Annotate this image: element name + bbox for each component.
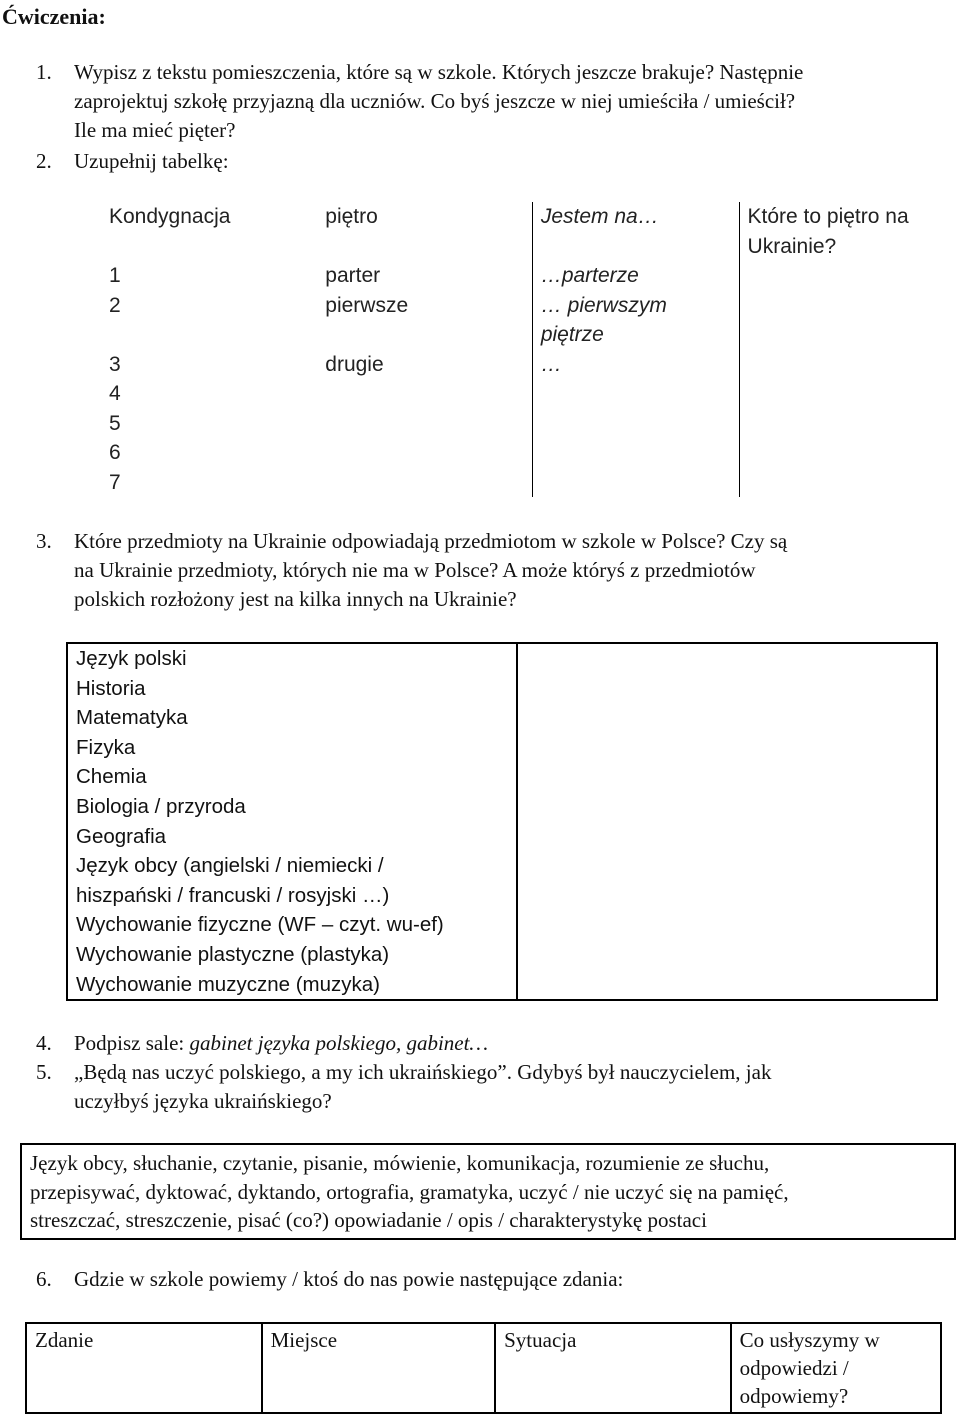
spacer-cell [317, 237, 532, 261]
table-row [101, 379, 941, 409]
subject-item: Wychowanie fizyczne (WF – czyt. wu-ef) [76, 913, 444, 937]
ukraine-subjects-cell [517, 643, 937, 1000]
header-line: odpowiemy? [739, 1384, 849, 1408]
sentences-table [25, 1322, 942, 1414]
polish-subjects-cell [67, 643, 517, 1000]
floor-cell: pierwsze [317, 291, 532, 350]
task-text [74, 1029, 488, 1059]
task-number: 3. [36, 529, 52, 553]
task-number: 1. [36, 60, 52, 84]
vocab-line: przepisywać, dyktować, dyktando, ortografia, gramatyka, uczyć / nie uczyć się na pamięć, [30, 1179, 789, 1204]
spacer-cell [101, 237, 317, 261]
header-cell: Sytuacja [495, 1323, 731, 1413]
level-cell: 7 [109, 470, 121, 494]
header-cell [739, 202, 941, 261]
jestem-line: piętrze [540, 323, 604, 346]
jestem-line: … pierwszym [540, 293, 667, 317]
header-line: odpowiedzi / [739, 1356, 849, 1380]
page-heading: Ćwiczenia: [2, 4, 106, 29]
ukraine-cell [739, 261, 941, 291]
level-cell: 1 [109, 264, 121, 287]
task-line: Wypisz z tekstu pomieszczenia, które są w szkole. Których jeszcze brakuje? Następnie [74, 60, 804, 84]
task-number: 4. [36, 1031, 52, 1055]
subject-item: Geografia [76, 824, 167, 848]
floor-cell: drugie [317, 350, 532, 380]
subject-item: hiszpański / francuski / rosyjski …) [76, 883, 390, 907]
header-cell: Kondygnacja [109, 205, 231, 228]
subject-item: Historia [76, 676, 146, 700]
subject-item: Chemia [76, 765, 147, 789]
vocabulary-box [20, 1143, 956, 1240]
task-line: polskich rozłożony jest na kilka innych na Ukrainie? [74, 587, 517, 611]
table-row [101, 409, 941, 439]
jestem-cell: … [532, 350, 739, 380]
task-number: 2. [36, 149, 52, 173]
ukraine-cell [739, 468, 941, 498]
task-line: zaprojektuj szkołę przyjazną dla uczniów. Co byś jeszcze w niej umieściła / umieścił? [74, 89, 796, 113]
jestem-cell [532, 468, 739, 498]
header-line: Które to piętro na [747, 205, 909, 228]
header-cell: piętro [317, 202, 532, 237]
subject-item: Matematyka [76, 706, 188, 730]
floor-cell [317, 438, 532, 468]
level-cell: 2 [109, 293, 121, 317]
ukraine-cell [739, 291, 941, 350]
level-cell: 4 [109, 382, 121, 405]
jestem-cell [532, 379, 739, 409]
header-line: Ukrainie? [747, 234, 837, 258]
task-number: 5. [36, 1060, 52, 1084]
subject-item: Język polski [76, 647, 187, 670]
subject-item: Język obcy (angielski / niemiecki / [76, 854, 384, 878]
task-line: na Ukrainie przedmioty, których nie ma w Polsce? A może któryś z przedmiotów [74, 558, 756, 582]
table-row [101, 468, 941, 498]
header-cell: Miejsce [262, 1323, 496, 1413]
floors-table [101, 202, 941, 497]
vocab-line: streszczać, streszczenie, pisać (co?) opowiadanie / opis / charakterystykę postaci [30, 1208, 707, 1232]
table-header-row [101, 202, 941, 237]
task-line: uczyłbyś języka ukraińskiego? [74, 1089, 332, 1113]
header-cell: Jestem na… [532, 202, 739, 237]
task-text-italic: gabinet języka polskiego, gabinet… [189, 1031, 489, 1055]
task-line: Ile ma mieć pięter? [74, 118, 236, 142]
ukraine-cell [739, 350, 941, 380]
jestem-cell: …parterze [532, 261, 739, 291]
jestem-cell [532, 291, 739, 350]
subjects-table [66, 642, 938, 1001]
floor-cell: parter [317, 261, 532, 291]
task-number: 6. [36, 1267, 52, 1291]
table-row [101, 350, 941, 380]
table-header-row [26, 1323, 941, 1413]
spacer-cell [532, 237, 739, 261]
subject-item: Wychowanie plastyczne (plastyka) [76, 942, 390, 966]
task-text: Uzupełnij tabelkę: [74, 149, 229, 173]
floor-cell [317, 468, 532, 498]
level-cell: 3 [109, 352, 121, 376]
ukraine-cell [739, 409, 941, 439]
table-row [101, 291, 941, 350]
header-line: Co usłyszymy w [739, 1328, 880, 1352]
task-line: Które przedmioty na Ukrainie odpowiadają przedmiotom w szkole w Polsce? Czy są [74, 529, 788, 553]
table-row [67, 643, 937, 1000]
level-cell: 5 [109, 411, 121, 435]
ukraine-cell [739, 379, 941, 409]
header-cell: Zdanie [26, 1323, 262, 1413]
table-row [101, 261, 941, 291]
jestem-cell [532, 438, 739, 468]
vocab-line: Język obcy, słuchanie, czytanie, pisanie, mówienie, komunikacja, rozumienie ze słuchu, [30, 1151, 770, 1175]
ukraine-cell [739, 438, 941, 468]
task-text-plain: Podpisz sale: [74, 1031, 190, 1055]
floor-cell [317, 409, 532, 439]
subject-item: Fizyka [76, 735, 136, 759]
level-cell: 6 [109, 441, 121, 464]
jestem-cell [532, 409, 739, 439]
task-line: „Będą nas uczyć polskiego, a my ich ukraińskiego”. Gdybyś był nauczycielem, jak [74, 1060, 772, 1084]
table-row [101, 438, 941, 468]
task-text: Gdzie w szkole powiemy / ktoś do nas powie następujące zdania: [74, 1267, 624, 1291]
subject-item: Wychowanie muzyczne (muzyka) [76, 972, 380, 996]
floor-cell [317, 379, 532, 409]
subject-item: Biologia / przyroda [76, 794, 246, 818]
header-cell [731, 1323, 941, 1413]
